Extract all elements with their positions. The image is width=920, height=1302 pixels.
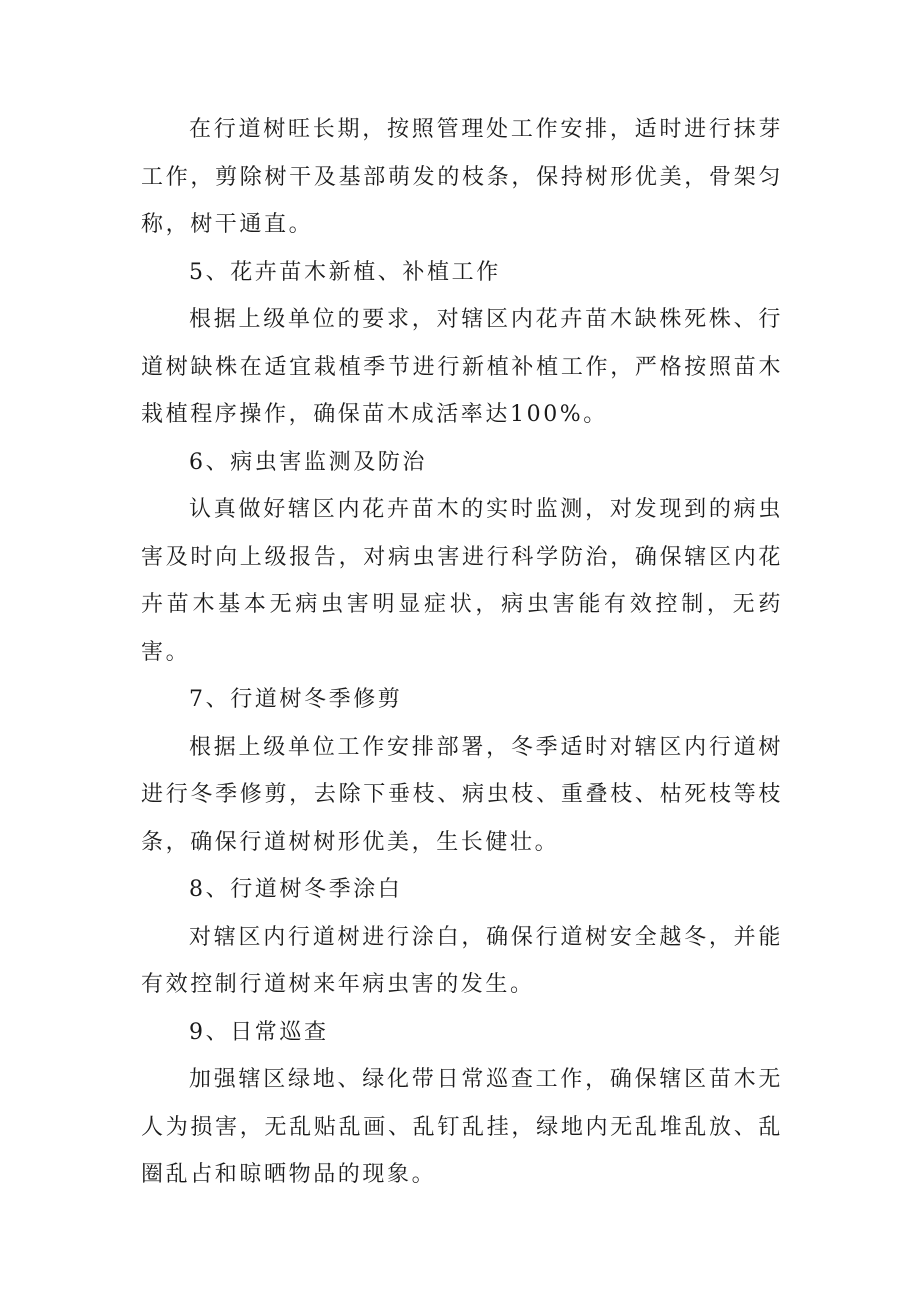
section-heading-5: 5、花卉苗木新植、补植工作 xyxy=(189,259,501,285)
section-heading-8: 8、行道树冬季涂白 xyxy=(189,877,403,902)
paragraph-winter-pruning: 根据上级单位工作安排部署，冬季适时对辖区内行道树进行冬季修剪，去除下垂枝、病虫枝、重叠枝、枯死枝等枝条，确保行道树树形优美，生长健壮。 xyxy=(141,734,783,855)
paragraph-pest-monitoring: 认真做好辖区内花卉苗木的实时监测，对发现到的病虫害及时向上级报告，对病虫害进行科学防治，确保辖区内花卉苗木基本无病虫害明显症状，病虫害能有效控制，无药害。 xyxy=(141,497,783,665)
section-heading-9: 9、日常巡查 xyxy=(189,1019,329,1045)
document-body xyxy=(141,106,783,1199)
paragraph-daily-patrol: 加强辖区绿地、绿化带日常巡查工作，确保辖区苗木无人为损害，无乱贴乱画、乱钉乱挂，绿地内无乱堆乱放、乱圈乱占和晾晒物品的现象。 xyxy=(141,1067,783,1187)
paragraph-new-planting: 根据上级单位的要求，对辖区内花卉苗木缺株死株、行道树缺株在适宜栽植季节进行新植补植工作，严格按照苗木栽植程序操作，确保苗木成活率达100%。 xyxy=(141,307,783,427)
paragraph-winter-whitewash: 对辖区内行道树进行涂白，确保行道树安全越冬，并能有效控制行道树来年病虫害的发生。 xyxy=(141,924,783,997)
section-heading-6: 6、病虫害监测及防治 xyxy=(189,449,427,475)
section-heading-7: 7、行道树冬季修剪 xyxy=(189,687,403,712)
paragraph-tree-bud-removal: 在行道树旺长期，按照管理处工作安排，适时进行抹芽工作，剪除树干及基部萌发的枝条，保持树形优美，骨架匀称，树干通直。 xyxy=(141,117,783,237)
